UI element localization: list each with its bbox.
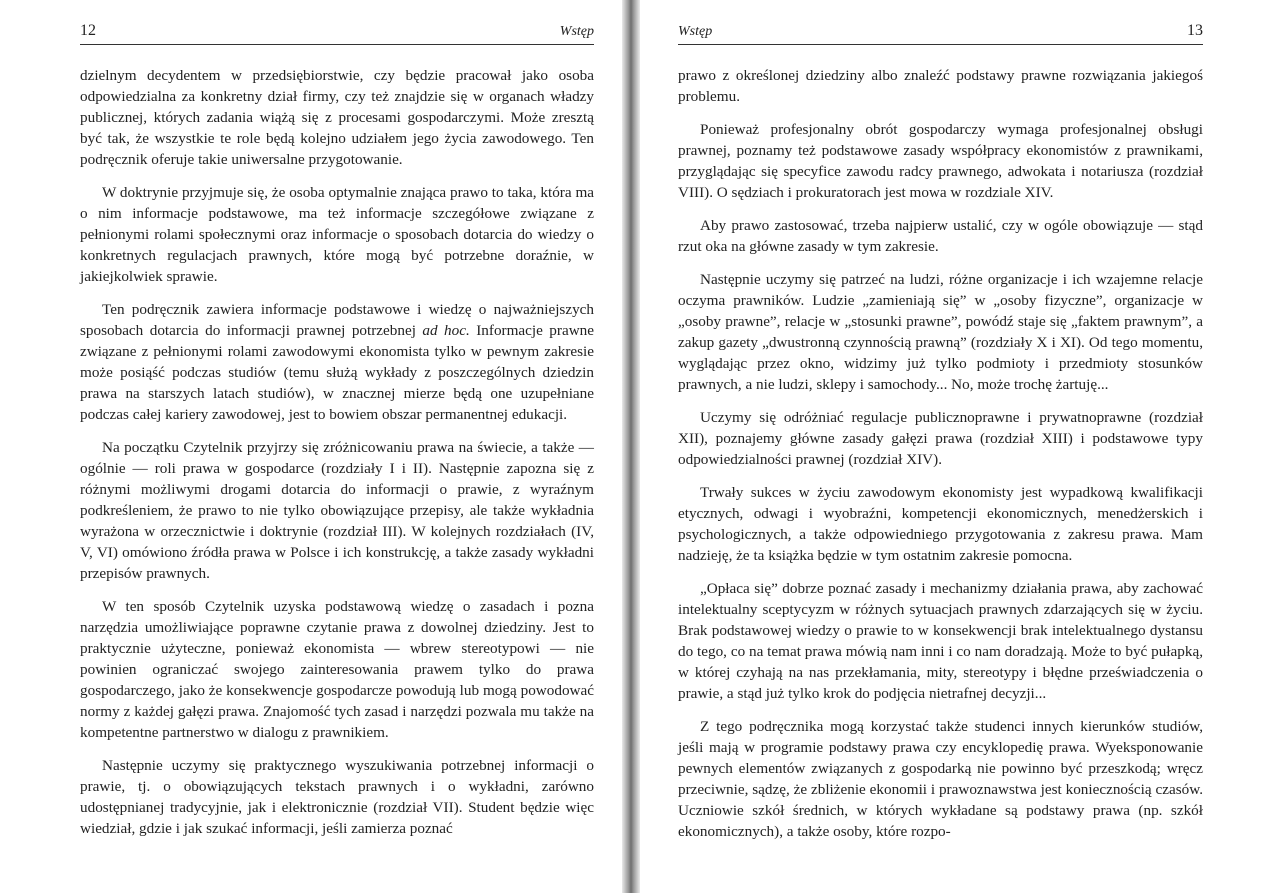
paragraph-text: Ten podręcznik zawiera informacje podstawowe i wiedzę o najważniejszych sposobach dotarcia do informacji prawnej potrzebnej — [80, 301, 594, 339]
running-head: Wstęp — [678, 24, 713, 39]
paragraph: „Opłaca się” dobrze poznać zasady i mechanizmy działania prawa, aby zachować intelektualny sceptycyzm w różnych sytuacjach prawnych zdarzających się w życiu. Brak podstawowej wiedzy o prawie to w konsekwencji brak intelektualnego dystansu do tego, co na temat prawa mówią nam inni i co nam doradzają. Może to być pułapką, w której czyhają na nas przekłamania, mity, stereotypy i błędne przeświadczenia o prawie, a stąd już tylko krok do podjęcia nietrafnej decyzji... — [678, 580, 1203, 702]
paragraph: dzielnym decydentem w przedsiębiorstwie, czy będzie pracował jako osoba odpowiedzialna za konkretny dział firmy, czy też znajdzie się w organach władzy publicznej, których zadania wiążą się z procesami gospodarczymi. Może zresztą być tak, że wszystkie te role będą kolejno udziałem jego życia zawodowego. Ten podręcznik oferuje takie uniwersalne przygotowanie. — [80, 67, 594, 168]
paragraph: Następnie uczymy się praktycznego wyszukiwania potrzebnej informacji o prawie, tj. o obowiązujących tekstach prawnych i o wykładni, zarówno udostępnianej tradycyjnie, jak i elektronicznie (rozdział VII). Student będzie więc wiedział, gdzie i jak szukać informacji, jeśli zamierza poznać — [80, 757, 594, 837]
paragraph: Na początku Czytelnik przyjrzy się zróżnicowaniu prawa na świecie, a także — ogólnie — roli prawa w gospodarce (rozdziały I i II). Następnie zapozna się z różnymi możliwymi drogami dotarcia do informacji o prawie, z wyraźnym podkreśleniem, że prawo to nie tylko obowiązujące przepisy, ale także wykładnia wyrażona w orzecznictwie i doktrynie (rozdział III). W kolejnych rozdziałach (IV, V, VI) omówiono źródła prawa w Polsce i ich konstrukcję, a także zasady wykładni przepisów prawnych. — [80, 439, 594, 582]
running-head: Wstęp — [559, 24, 594, 39]
paragraph: Aby prawo zastosować, trzeba najpierw ustalić, czy w ogóle obowiązuje — stąd rzut oka na główne zasady w tym zakresie. — [678, 217, 1203, 255]
paragraph: Trwały sukces w życiu zawodowym ekonomisty jest wypadkową kwalifikacji etycznych, odwagi i wyobraźni, kompetencji ekonomicznych, menedżerskich i psychologicznych, a także odpowiedniego przygotowania z zakresu prawa. Mam nadzieję, że ta książka będzie w tym ostatnim zakresie pomocna. — [678, 484, 1203, 564]
left-page-header — [80, 20, 594, 45]
book-gutter — [622, 0, 640, 893]
right-page-header — [678, 20, 1203, 45]
paragraph-text: Informacje prawne związane z pełnionymi rolami zawodowymi ekonomista tylko w pewnym zakresie może posiąść podczas studiów (temu służą wykłady z poszczególnych dziedzin prawa na starszych latach studiów), w znacznej mierze będą one uzupełniane podczas całej kariery zawodowej, jest to bowiem obszar permanentnej edukacji. — [80, 322, 595, 423]
page-number: 13 — [1187, 22, 1203, 39]
paragraph: Ponieważ profesjonalny obrót gospodarczy wymaga profesjonalnej obsługi prawnej, poznamy też podstawowe zasady współpracy ekonomistów z prawnikami, przyglądając się specyfice zawodu radcy prawnego, adwokata i notariusza (rozdział VIII). O sędziach i prokuratorach jest mowa w rozdziale XIV. — [678, 121, 1203, 201]
page-number: 12 — [80, 22, 96, 39]
italic-term: ad hoc. — [422, 322, 470, 339]
paragraph — [80, 299, 594, 425]
paragraph: Uczymy się odróżniać regulacje publicznoprawne i prywatnoprawne (rozdział XII), poznajemy główne zasady gałęzi prawa (rozdział XIII) i podstawowe typy odpowiedzialności prawnej (rozdział XIV). — [678, 409, 1203, 468]
paragraph: Następnie uczymy się patrzeć na ludzi, różne organizacje i ich wzajemne relacje oczyma prawników. Ludzie „zamieniają się” w „osoby fizyczne”, organizacje w „osoby prawne”, relacje w „stosunki prawne”, powódź staje się „faktem prawnym”, a zakup gazety „dwustronną czynnością prawną” (rozdziały X i XI). Od tego momentu, wyglądając przez okno, widzimy już tylko podmioty i przedmioty stosunków prawnych, a nie ludzi, sklepy i samochody... No, może trochę żartuję... — [678, 271, 1203, 393]
right-page — [640, 0, 1263, 893]
paragraph: Z tego podręcznika mogą korzystać także studenci innych kierunków studiów, jeśli mają w programie podstawy prawa czy encyklopedię prawa. Wyeksponowanie pewnych elementów związanych z gospodarką nie powinno być przeszkodą; wręcz przeciwnie, sądzę, że zbliżenie ekonomii i prawoznawstwa jest koniecznością czasów. Uczniowie szkół średnich, w których wykładane są podstawy prawa (np. szkół ekonomicznych), a także osoby, które rozpo- — [678, 718, 1203, 840]
left-page-body — [80, 65, 594, 839]
right-page-body — [678, 65, 1203, 842]
paragraph: prawo z określonej dziedziny albo znaleźć podstawy prawne rozwiązania jakiegoś problemu. — [678, 67, 1203, 105]
paragraph: W doktrynie przyjmuje się, że osoba optymalnie znająca prawo to taka, która ma o nim informacje podstawowe, ma też informacje szczegółowe związane z pełnionymi rolami społecznymi oraz informacje o sposobach dotarcia do wiedzy o konkretnych regulacjach prawnych, które mogą być potrzebne doraźnie, w jakiejkolwiek sprawie. — [80, 184, 594, 285]
left-page — [0, 0, 622, 893]
paragraph: W ten sposób Czytelnik uzyska podstawową wiedzę o zasadach i pozna narzędzia umożliwiające poprawne czytanie prawa z dowolnej dziedziny. Jest to praktycznie użyteczne, ponieważ ekonomista — wbrew stereotypowi — nie powinien ograniczać swojego zainteresowania prawem tylko do prawa gospodarczego, jako że konsekwencje gospodarcze powodują lub mogą powodować normy z każdej gałęzi prawa. Znajomość tych zasad i narzędzi pozwala mu także na kompetentne partnerstwo w dialogu z prawnikiem. — [80, 598, 594, 741]
